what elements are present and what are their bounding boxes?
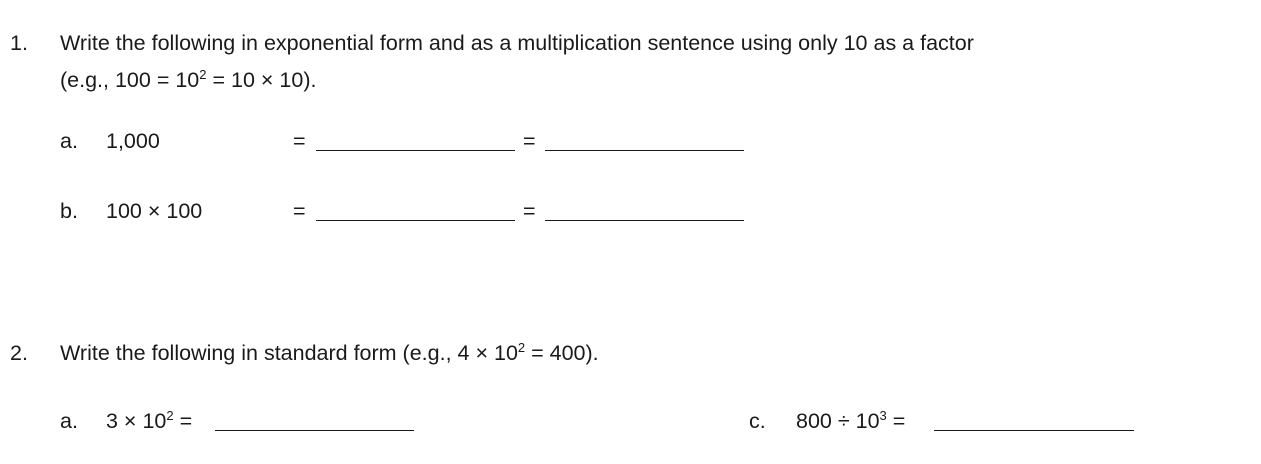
equals-sign: =	[293, 199, 306, 223]
item-expression: $800 \div 10^3$ =	[796, 408, 906, 433]
answer-blank[interactable]	[316, 150, 515, 151]
equals-sign: =	[293, 129, 306, 153]
question-prompt: Write the following in exponential form and as a multiplication sentence using only 10 as a factor	[60, 31, 974, 55]
question-prompt: Write the following in standard form (e.g., $4 \times 10^2 = 400$).	[60, 340, 599, 365]
question-number: 2.	[10, 341, 28, 365]
equals-sign: =	[523, 199, 536, 223]
question-example: (e.g., $100 = 10^2 = 10 \times 10$).	[60, 67, 317, 92]
item-letter: a.	[60, 129, 78, 153]
item-expression: 1,000	[106, 129, 160, 153]
answer-blank[interactable]	[316, 220, 515, 221]
item-expression: $3 \times 10^2$ =	[106, 408, 193, 433]
equals-sign: =	[523, 129, 536, 153]
question-number: 1.	[10, 31, 28, 55]
answer-blank[interactable]	[215, 430, 414, 431]
item-letter: b.	[60, 199, 78, 223]
answer-blank[interactable]	[545, 220, 744, 221]
item-letter: a.	[60, 409, 78, 433]
answer-blank[interactable]	[545, 150, 744, 151]
answer-blank[interactable]	[934, 430, 1134, 431]
item-expression: 100 × 100	[106, 199, 203, 223]
item-letter: c.	[749, 409, 766, 433]
